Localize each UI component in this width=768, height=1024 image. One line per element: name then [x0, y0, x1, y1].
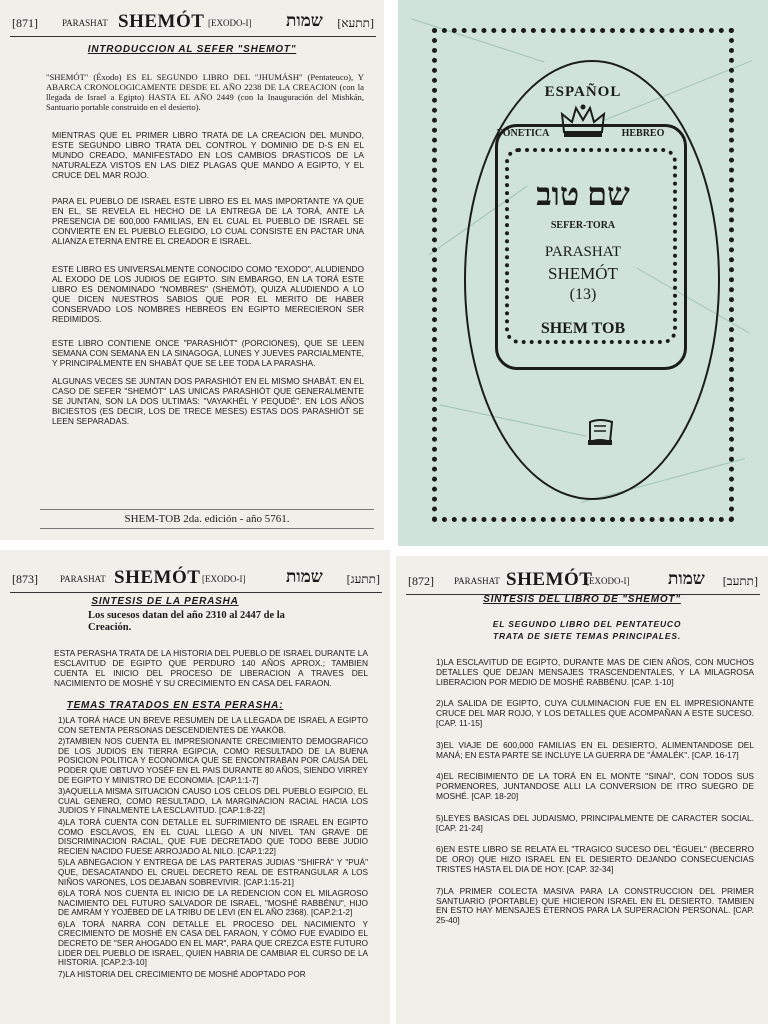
paragraph: PARA EL PUEBLO DE ISRAEL ESTE LIBRO ES EL MAS IMPORTANTE YA QUE EN EL, SE REVELA EL HECHO DE LA ENTREGA DE LA TORÁ, ANTE LA PRESENCIA DE 600,000 FAMILIAS, EN EL CUAL EL PUEBLO DE ISRAEL SE CONVIERTE EN EL PUEBLO ELEGIDO, LO CUAL CONSISTE EN PACTAR UNA ALIANZA ETERNA ENTRE EL CREADOR E ISRAEL. — [52, 196, 364, 246]
cover-subtitle: SEFER-TORA — [550, 220, 616, 231]
paragraph: ESTE LIBRO CONTIENE ONCE "PARASHIÓT" (PORCIONES), QUE SE LEEN SEMANA CON SEMANA EN LA SINAGOGA, LUNES Y JUEVES PARCIALMENTE, Y PRINCIPALMENTE EN SHABÁT QUE SE LEE TODA LA PARASHA. — [52, 338, 364, 368]
intro-paragraph: ESTA PERASHA TRATA DE LA HISTORIA DEL PUEBLO DE ISRAEL DURANTE LA ESCLAVITUD DE EGIPTO QUE PERDURO 140 AÑOS APROX.; TAMBIEN CUENTA EL INICIO DEL PROCESO DE LIBERACION A TRAVES DEL NACIMIENTO DE MOSHÉ Y SU CRECIMIENTO EN CASA DEL FARAON. — [54, 648, 368, 688]
list-item: 6)LA TORÁ NARRA CON DETALLE EL PROCESO DEL NACIMIENTO Y CRECIMIENTO DE MOSHÉ EN CASA DEL FARAON, Y CÓMO FUE EVADIDO EL DECRETO DE "SER AHOGADO EN EL MAR", PARA QUE CREZCA ESTE FUTURO LIDER DEL PUEBLO DE ISRAEL, QUIEN HABRIA DE CAMBIAR EL CURSO DE LA HISTORIA. [CAP.2:3-10] — [58, 919, 368, 968]
page-number: [871] — [12, 16, 38, 30]
torah-scroll-icon — [584, 416, 618, 448]
cover-top-label: ESPAÑOL — [544, 84, 622, 100]
hebrew-title: שם טוב — [536, 176, 630, 212]
themes-list — [436, 658, 754, 938]
hebrew-name: שמות — [286, 567, 323, 586]
page-number: [872] — [408, 574, 434, 588]
parashat-label: PARASHAT — [62, 18, 108, 28]
list-item: 5)LEYES BASICAS DEL JUDAISMO, PRINCIPALMENTE DE CARACTER SOCIAL. [CAP. 21-24] — [436, 812, 754, 833]
page-header — [10, 10, 376, 37]
parashat-label: PARASHAT — [454, 576, 500, 586]
book-cover — [398, 0, 768, 546]
list-item: 7)LA HISTORIA DEL CRECIMIENTO DE MOSHÉ ADOPTADO POR — [58, 969, 306, 979]
book-label: [EXODO-I] — [208, 18, 252, 28]
page-header — [10, 566, 382, 593]
parashat-label: PARASHAT — [60, 574, 106, 584]
edition-footer: SHEM-TOB 2da. edición - año 5761. — [40, 509, 374, 529]
hebrew-name: שמות — [668, 569, 705, 588]
cover-brand: SHEM TOB — [540, 320, 626, 337]
list-item: 4)LA TORÁ CUENTA CON DETALLE EL SUFRIMIENTO DE ISRAEL EN EGIPTO COMO ESCLAVOS, EN EL CUAL LLEGO A UN NIVEL TAN GRAVE DE DISCRIMINACION RACIAL, QUE FUE DECRETADO QUE TODO BEBE JUDIO RECIEN NACIDO FUESE ARROJADO AL NILO. [CAP.1:22] — [58, 817, 368, 856]
list-item: 7)LA PRIMER COLECTA MASIVA PARA LA CONSTRUCCION DEL PRIMER SANTUARIO (PORTABLE) QUE HICIERON ISRAEL EN EL DESIERTO. TAMBIEN EN ESTO HAY MENSAJES ETERNOS PARA LA SUPERACION PERSONAL. [CAP. 25-40] — [436, 885, 754, 926]
topics-title: TEMAS TRATADOS EN ESTA PERASHA: — [66, 700, 284, 711]
list-item: 6)EN ESTE LIBRO SE RELATA EL "TRAGICO SUCESO DEL "ÉGUEL" (BECERRO DE ORO) QUE HIZO ISRAEL EN EL DESIERTO DEJANDO CONSECUENCIAS TRISTES HASTA EL DIA DE HOY. [CAP. 32-34] — [436, 844, 754, 874]
section-subtitle: EL SEGUNDO LIBRO DEL PENTATEUCO TRATA DE SIETE TEMAS PRINCIPALES. — [492, 619, 682, 641]
list-item: 4)EL RECIBIMIENTO DE LA TORÁ EN EL MONTE "SINAÍ", CON TODOS SUS PORMENORES, JUNTANDOSE ALLI LA CONVERSION DE ITRO SUEGRO DE MOSHÉ. [CAP. 18-20] — [436, 771, 754, 801]
hebrew-page-number: [תתעב] — [722, 574, 758, 588]
page-header — [406, 568, 760, 595]
list-item: 5)LA ABNEGACION Y ENTREGA DE LAS PARTERAS JUDIAS "SHIFRÁ" Y "PUÁ" QUE, DESACATANDO EL CRUEL DECRETO REAL DE ESTRANGULAR A LOS NIÑOS VARONES, LOS DEJABAN SOBREVIVIR. [CAP.1:15-21] — [58, 858, 368, 887]
list-item: 1)LA ESCLAVITUD DE EGIPTO, DURANTE MAS DE CIEN AÑOS, CON MUCHOS DETALLES QUE DEJAN MENSAJES TRASCENDENTALES, Y LA MILAGROSA LIBERACION POR MEDIO DE MOSHÉ RABBÉNU. [CAP. 1-10] — [436, 657, 754, 687]
cover-number: (13) — [569, 286, 597, 303]
parashat-name: SHEMÓT — [506, 569, 593, 590]
hebrew-page-number: [תתעג] — [346, 572, 380, 586]
list-item: 2)LA SALIDA DE EGIPTO, CUYA CULMINACION FUE EN EL IMPRESIONANTE CRUCE DEL MAR ROJO, Y LOS DETALLES QUE ACOMPAÑAN A ESTE SUCESO. [CAP. 11-15] — [436, 698, 754, 728]
section-title: SINTESIS DEL LIBRO DE "SHEMOT" — [483, 594, 681, 605]
cover-parashat: PARASHAT — [544, 244, 622, 260]
parashat-name: SHEMÓT — [118, 11, 205, 32]
hebrew-page-number: [תתעא] — [337, 16, 374, 30]
hebrew-name: שמות — [286, 11, 323, 30]
list-item: 2)TAMBIEN NOS CUENTA EL IMPRESIONANTE CRECIMIENTO DEMOGRAFICO DE LOS JUDIOS EN TIERRA EGIPCIA, COMO RESULTADO DE LA BUENA POSICION POLITICA Y ECONOMICA QUE SE ENCONTRABAN POR CAUSA DEL PODER QUE OBTUVO YOSÉF EN EL PAIS DURANTE 80 AÑOS, SIENDO VIRREY DE EGIPTO Y MINISTRO DE ECONOMIA. [CAP.1:1-7] — [58, 737, 368, 785]
book-label: [EXODO-I] — [586, 576, 630, 586]
book-label: [EXODO-I] — [202, 574, 246, 584]
list-item: 3)AQUELLA MISMA SITUACION CAUSO LOS CELOS DEL PUEBLO EGIPCIO, EL CUAL GENERO, COMO RESULTADO, LA MARGINACION RACIAL HACIA LOS JUDIOS Y FINALMENTE LA ESCLAVITUD. [CAP.1:8-22] — [58, 787, 368, 816]
cover-right-label: HEBREO — [621, 128, 665, 139]
page-873 — [0, 550, 390, 1024]
cover-left-label: FONETICA — [496, 128, 550, 139]
date-range: Los sucesos datan del año 2310 al 2447 de la Creación. — [88, 610, 285, 633]
cover-name: SHEMÓT — [548, 264, 618, 283]
paragraph: ALGUNAS VECES SE JUNTAN DOS PARASHIÓT EN EL MISMO SHABÁT. EN EL CASO DE SEFER "SHEMÓT" LAS UNICAS PARASHIÓT QUE GENERALMENTE SE JUNTAN, SON LA DOS ULTIMAS: "VAYAKHÉL Y PEQUDÉ". EN LOS AÑOS BICIESTOS (ES DECIR, LOS DE TRECE MESES) ESTAS DOS PARASHIÓT SE LEEN SEPARADAS. — [52, 376, 364, 426]
paragraph: "SHEMÓT" (Éxodo) ES EL SEGUNDO LIBRO DEL "JHUMÁSH" (Pentateuco), Y ABARCA CRONOLOGICAMENTE DESDE EL AÑO 2238 DE LA CREACION (con la llegada de Israel a Egipto) HASTA EL AÑO 2449 (con la Inauguración del Mishkán, Santuario portable construido en el desierto). — [46, 72, 364, 112]
list-item: 6)LA TORÁ NOS CUENTA EL INICIO DE LA REDENCION CON EL MILAGROSO NACIMIENTO DEL FUTURO SALVADOR DE ISRAEL, "MOSHÉ RABBÉNU", HIJO DE AMRÁM Y YOJÉBED DE LA TRIBU DE LEVI (EN EL AÑO 2368). [CAP.2:1-2] — [58, 889, 368, 918]
parashat-name: SHEMÓT — [114, 567, 201, 588]
list-item: 3)EL VIAJE DE 600,000 FAMILIAS EN EL DESIERTO, ALIMENTANDOSE DEL MANÁ; EN ESTA PARTE SE INCLUYE LA GUERRA DE "ÁMALÉK". [CAP. 16-17] — [436, 739, 754, 760]
topics-list — [58, 716, 368, 981]
paragraph: ESTE LIBRO ES UNIVERSALMENTE CONOCIDO COMO "EXODO", ALUDIENDO AL EXODO DE LOS JUDIOS DE EGIPTO. SIN EMBARGO, EN LA TORÁ ESTE LIBRO ES DENOMINADO "NOMBRES" (SHEMÓT), QUIZA ALUDIENDO A LO QUE DICEN NUESTROS SABIOS QUE POR EL MERITO DE HABER CONSERVADO LOS NOMBRES HEBREOS EN EGIPTO MERECIERON SER REDIMIDOS. — [52, 264, 364, 324]
list-item: 1)LA TORÁ HACE UN BREVE RESUMEN DE LA LLEGADA DE ISRAEL A EGIPTO CON SETENTA PERSONAS DESCENDIENTES DE YAAKÓB. — [58, 716, 368, 735]
page-number: [873] — [12, 572, 38, 586]
page-intro — [0, 0, 384, 540]
section-title: SINTESIS DE LA PERASHA — [91, 596, 239, 607]
section-title: INTRODUCCION AL SEFER "SHEMOT" — [87, 44, 297, 55]
paragraph: MIENTRAS QUE EL PRIMER LIBRO TRATA DE LA CREACION DEL MUNDO, ESTE SEGUNDO LIBRO TRATA DEL CONTROL Y DOMINIO DE D-S EN EL MUNDO CREADO, MANIFESTADO EN LOS CAMBIOS DRASTICOS DE LA NATURALEZA VISTOS EN LAS DIEZ PLAGAS QUE MANDO A EGIPTO, Y EL CRUCE DEL MAR ROJO. — [52, 130, 364, 180]
page-872 — [396, 556, 768, 1024]
